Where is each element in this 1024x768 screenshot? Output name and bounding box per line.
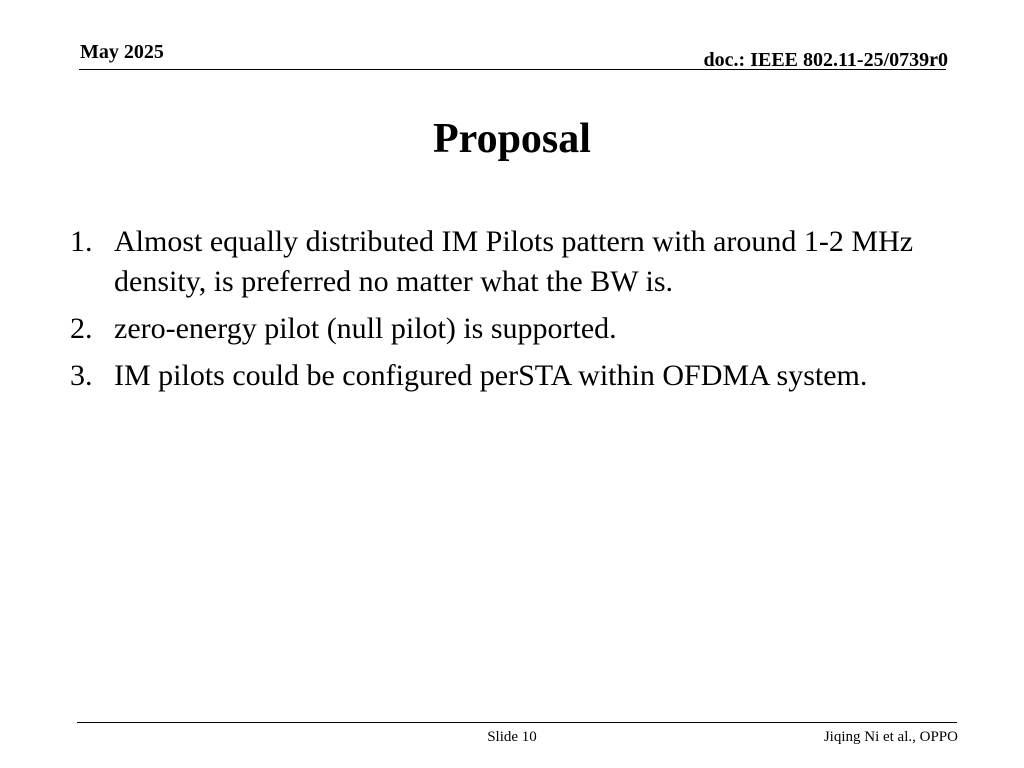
- list-item: [70, 309, 990, 349]
- list-item-text: IM pilots could be configured perSTA within OFDMA system.: [114, 359, 868, 392]
- footer-slide-number: Slide 10: [487, 729, 537, 745]
- list-item-number: 1.: [70, 225, 93, 258]
- header-date: May 2025: [80, 41, 164, 63]
- list-item-text: zero-energy pilot (null pilot) is supported.: [114, 312, 617, 345]
- list-item-number: 2.: [70, 312, 93, 345]
- proposal-list: [70, 222, 990, 403]
- footer-divider: [77, 722, 957, 723]
- list-item-text: Almost equally distributed IM Pilots pattern with around 1-2 MHz density, is preferred no matter what the BW is.: [114, 225, 914, 298]
- header-divider: [79, 69, 946, 70]
- footer-author: Jiqing Ni et al., OPPO: [823, 729, 958, 745]
- list-item-number: 3.: [70, 359, 93, 392]
- list-item: [70, 356, 990, 396]
- slide-title: Proposal: [433, 116, 591, 162]
- header-doc-id: doc.: IEEE 802.11-25/0739r0: [703, 49, 948, 71]
- list-item: [70, 222, 990, 302]
